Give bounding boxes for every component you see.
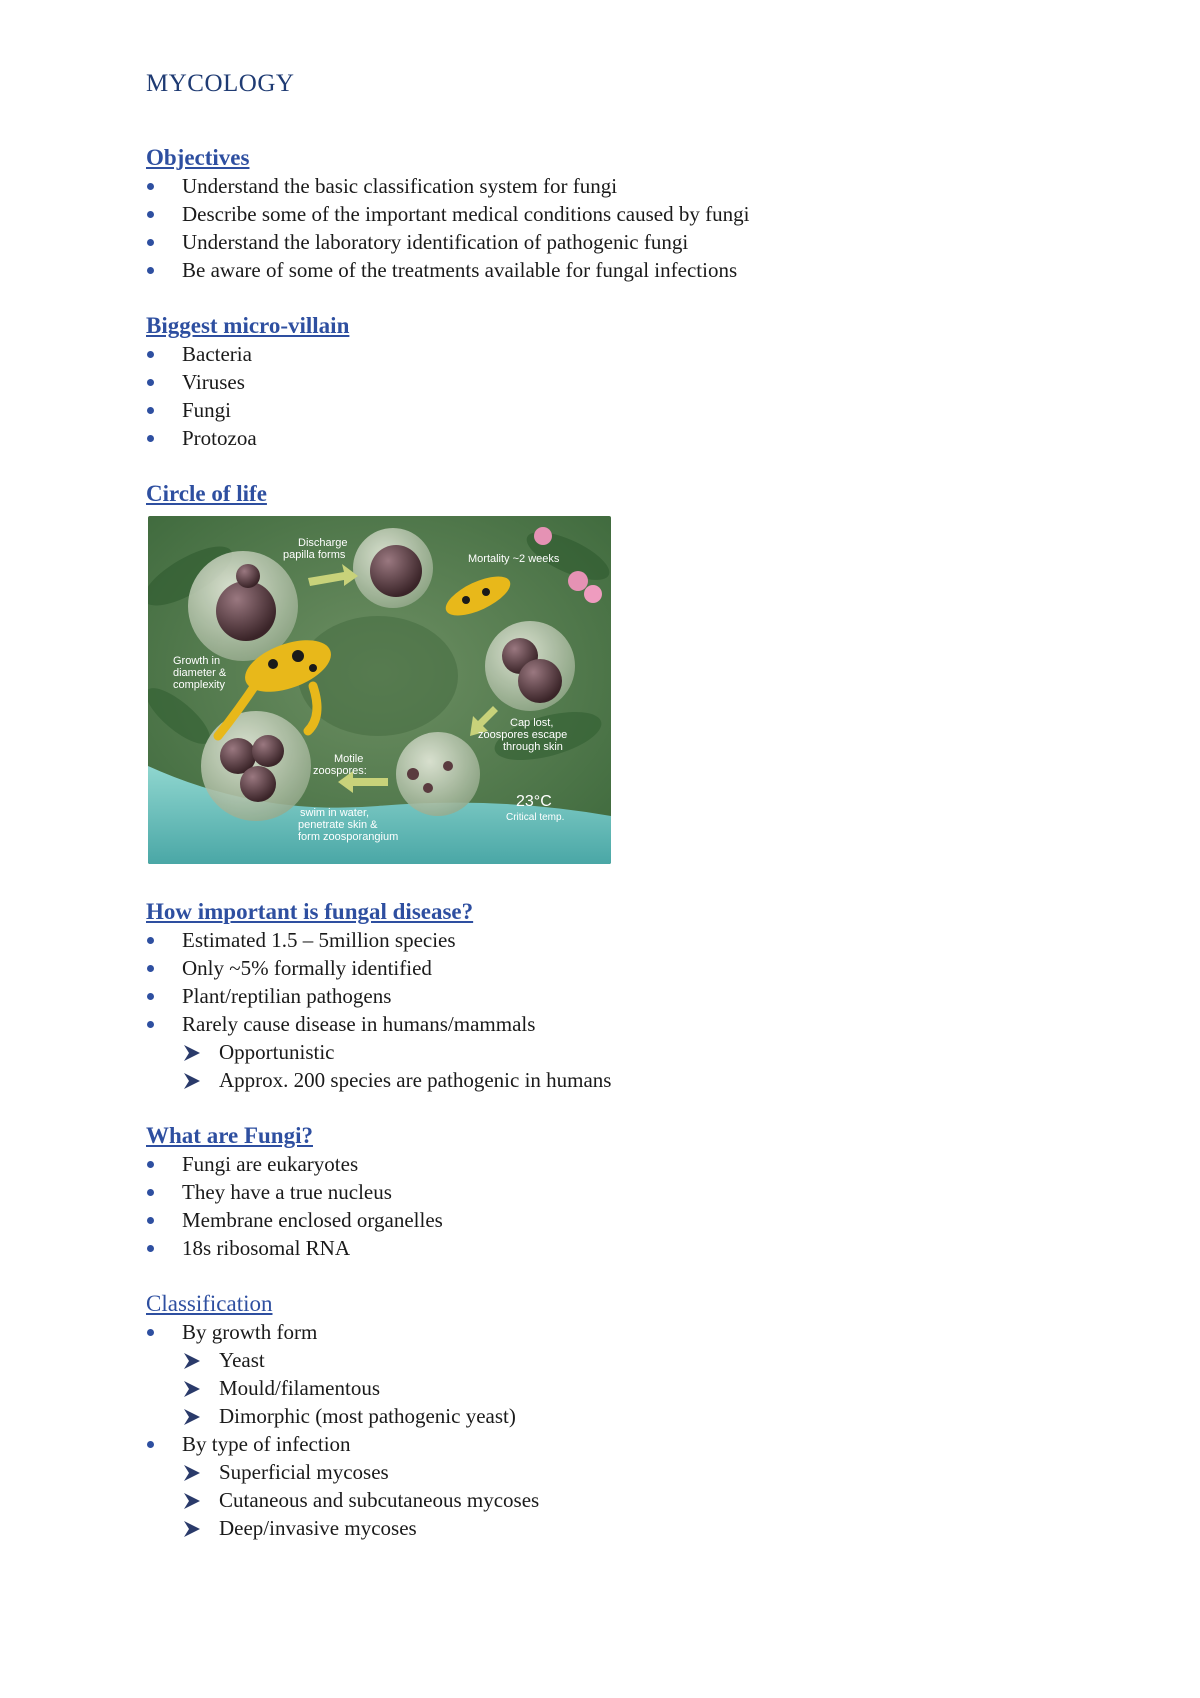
arrowhead-bullet-icon	[182, 1408, 202, 1426]
sub-list-item-text: Mould/filamentous	[219, 1376, 380, 1400]
list-item: Fungi are eukaryotes	[146, 1150, 1146, 1178]
label-growth-3: complexity	[173, 679, 225, 691]
label-growth-2: diameter &	[173, 667, 227, 679]
sub-list	[182, 1458, 1146, 1542]
bullet-list	[146, 1150, 1146, 1262]
arrowhead-bullet-icon	[182, 1352, 202, 1370]
section-biggest-micro-villain	[146, 312, 1146, 452]
document-title: MYCOLOGY	[146, 70, 295, 97]
orb-top-center	[353, 528, 433, 608]
arrowhead-bullet-icon	[182, 1044, 202, 1062]
list-item-text: By growth form	[182, 1320, 318, 1344]
section-heading: Objectives	[146, 145, 250, 170]
sub-list-item	[182, 1038, 1146, 1066]
list-item: Plant/reptilian pathogens	[146, 982, 1146, 1010]
sub-list-item	[182, 1066, 1146, 1094]
bullet-list	[146, 1318, 1146, 1542]
arrowhead-bullet-icon	[182, 1464, 202, 1482]
orb-bottom-center	[396, 732, 480, 816]
section-circle-of-life	[146, 480, 1146, 864]
arrowhead-bullet-icon	[182, 1072, 202, 1090]
section-heading: How important is fungal disease?	[146, 899, 474, 924]
label-discharge-1: Discharge	[298, 537, 348, 549]
list-item: Understand the laboratory identification of pathogenic fungi	[146, 228, 1146, 256]
sub-list	[182, 1038, 1146, 1094]
sub-list-item-text: Deep/invasive mycoses	[219, 1516, 417, 1540]
sub-list-item-text: Superficial mycoses	[219, 1460, 389, 1484]
label-mortality: Mortality ~2 weeks	[468, 553, 560, 565]
list-item: Fungi	[146, 396, 1146, 424]
bullet-list	[146, 172, 1146, 284]
sub-list	[182, 1346, 1146, 1430]
list-item: 18s ribosomal RNA	[146, 1234, 1146, 1262]
list-item: Only ~5% formally identified	[146, 954, 1146, 982]
section-heading: What are Fungi?	[146, 1123, 313, 1148]
list-item	[146, 1010, 1146, 1094]
list-item-text: Rarely cause disease in humans/mammals	[182, 1012, 536, 1036]
arrowhead-bullet-icon	[182, 1380, 202, 1398]
list-item: They have a true nucleus	[146, 1178, 1146, 1206]
label-temperature: 23°C	[516, 793, 552, 810]
sub-list-item	[182, 1374, 1146, 1402]
arrowhead-bullet-icon	[182, 1492, 202, 1510]
list-item	[146, 1430, 1146, 1542]
label-cap-2: zoospores escape	[478, 729, 568, 741]
section-classification	[146, 1290, 1146, 1542]
document-page	[146, 70, 1146, 1570]
sub-list-item-text: Opportunistic	[219, 1040, 335, 1064]
label-critical-temp: Critical temp.	[506, 812, 565, 823]
sub-list-item	[182, 1346, 1146, 1374]
list-item: Describe some of the important medical conditions caused by fungi	[146, 200, 1146, 228]
sub-list-item	[182, 1402, 1146, 1430]
list-item: Be aware of some of the treatments available for fungal infections	[146, 256, 1146, 284]
label-motile-2: zoospores:	[313, 765, 367, 777]
sub-list-item-text: Cutaneous and subcutaneous mycoses	[219, 1488, 540, 1512]
label-swim-2: penetrate skin &	[298, 819, 378, 831]
life-cycle-svg	[148, 516, 611, 864]
list-item: Estimated 1.5 – 5million species	[146, 926, 1146, 954]
sub-list-item	[182, 1458, 1146, 1486]
bullet-list	[146, 926, 1146, 1094]
label-swim-1: swim in water,	[300, 807, 370, 819]
label-cap-3: through skin	[503, 741, 563, 753]
section-fungal-disease-importance	[146, 898, 1146, 1094]
list-item-text: By type of infection	[182, 1432, 351, 1456]
list-item	[146, 1318, 1146, 1430]
label-growth-1: Growth in	[173, 655, 221, 667]
arrowhead-bullet-icon	[182, 1520, 202, 1538]
chytrid-life-cycle-illustration	[148, 516, 611, 864]
orb-right	[485, 621, 575, 711]
sub-list-item-text: Dimorphic (most pathogenic yeast)	[219, 1404, 516, 1428]
sub-list-item	[182, 1514, 1146, 1542]
label-motile-1: Motile	[334, 753, 364, 765]
sub-list-item-text: Approx. 200 species are pathogenic in humans	[219, 1068, 612, 1092]
label-cap-1: Cap lost,	[510, 717, 554, 729]
list-item: Membrane enclosed organelles	[146, 1206, 1146, 1234]
bullet-list	[146, 340, 1146, 452]
sub-list-item	[182, 1486, 1146, 1514]
section-heading: Classification	[146, 1291, 273, 1316]
orb-bottom-left	[201, 711, 311, 821]
label-discharge-2: papilla forms	[283, 549, 346, 561]
section-objectives	[146, 144, 1146, 284]
list-item: Bacteria	[146, 340, 1146, 368]
section-what-are-fungi	[146, 1122, 1146, 1262]
list-item: Viruses	[146, 368, 1146, 396]
list-item: Protozoa	[146, 424, 1146, 452]
section-heading: Biggest micro-villain	[146, 313, 350, 338]
list-item: Understand the basic classification system for fungi	[146, 172, 1146, 200]
label-swim-3: form zoosporangium	[298, 831, 399, 843]
section-heading: Circle of life	[146, 481, 267, 506]
orb-top-left	[188, 551, 298, 661]
sub-list-item-text: Yeast	[219, 1348, 265, 1372]
